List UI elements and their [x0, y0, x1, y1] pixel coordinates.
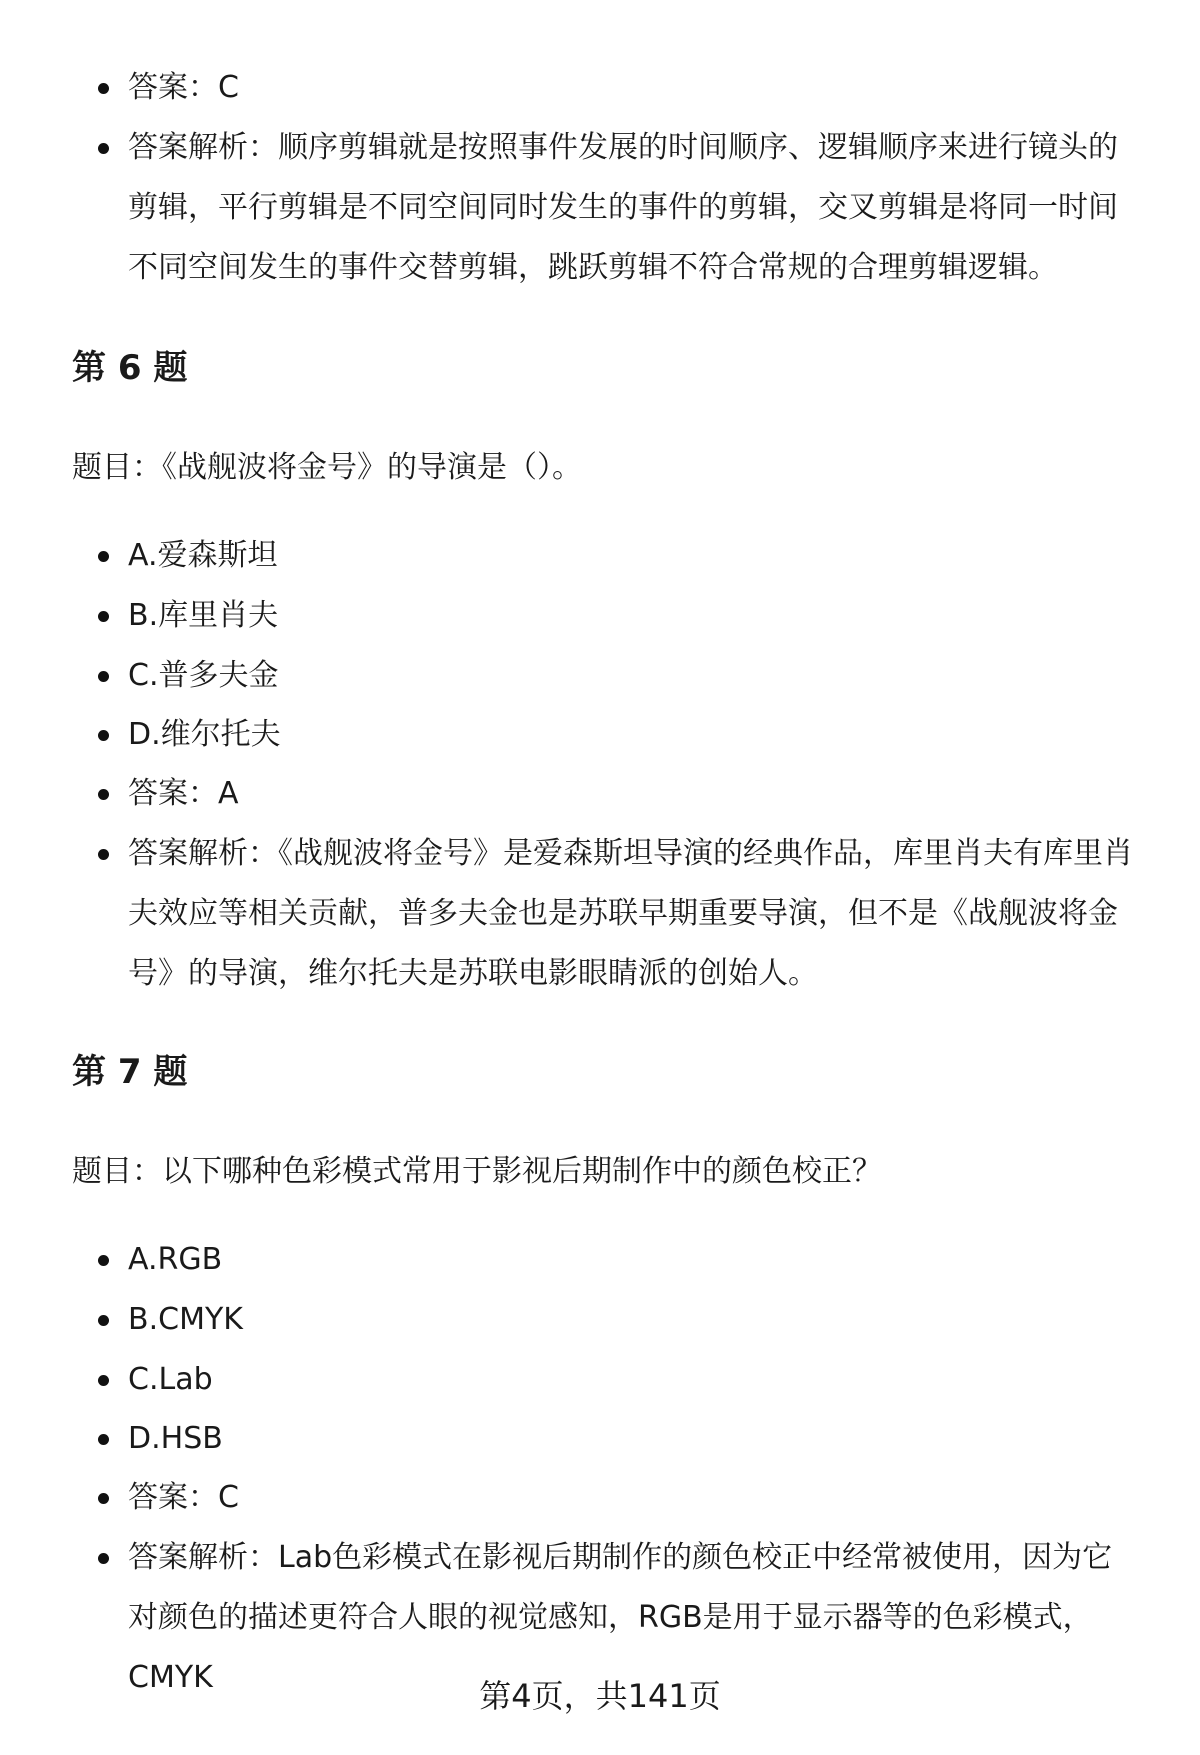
question-6-option-a: A.爱森斯坦 [128, 526, 1138, 586]
question-7-option-d: D.HSB [128, 1409, 1138, 1469]
page-footer: 第4页，共141页 [479, 1677, 721, 1715]
question-6-heading: 第 6 题 [72, 348, 188, 388]
question-6-analysis: 答案解析：《战舰波将金号》是爱森斯坦导演的经典作品，库里肖夫有库里肖夫效应等相关贡献，普多夫金也是苏联早期重要导演，但不是《战舰波将金号》的导演，维尔托夫是苏联电影眼睛派的创始人。 [128, 824, 1138, 1004]
question-7-text: 题目：以下哪种色彩模式常用于影视后期制作中的颜色校正？ [72, 1154, 882, 1189]
question-6-option-c: C.普多夫金 [128, 646, 1138, 706]
prev-analysis: 答案解析：顺序剪辑就是按照事件发展的时间顺序、逻辑顺序来进行镜头的剪辑，平行剪辑是不同空间同时发生的事件的剪辑，交叉剪辑是将同一时间不同空间发生的事件交替剪辑，跳跃剪辑不符合常规的合理剪辑逻辑。 [128, 118, 1138, 298]
question-6-option-b: B.库里肖夫 [128, 586, 1138, 646]
question-6-option-d: D.维尔托夫 [128, 705, 1138, 765]
question-7-analysis: 答案解析：Lab色彩模式在影视后期制作的颜色校正中经常被使用，因为它对颜色的描述更符合人眼的视觉感知，RGB是用于显示器等的色彩模式，CMYK [128, 1528, 1138, 1708]
question-7-answer: 答案：C [128, 1468, 1138, 1528]
question-7-option-c: C.Lab [128, 1350, 1138, 1410]
prev-answer: 答案：C [128, 58, 1138, 118]
question-6-text: 题目：《战舰波将金号》的导演是（）。 [72, 450, 582, 485]
question-6-answer: 答案：A [128, 764, 1138, 824]
question-7-option-a: A.RGB [128, 1230, 1138, 1290]
question-7-option-b: B.CMYK [128, 1290, 1138, 1350]
question-7-heading: 第 7 题 [72, 1052, 188, 1092]
